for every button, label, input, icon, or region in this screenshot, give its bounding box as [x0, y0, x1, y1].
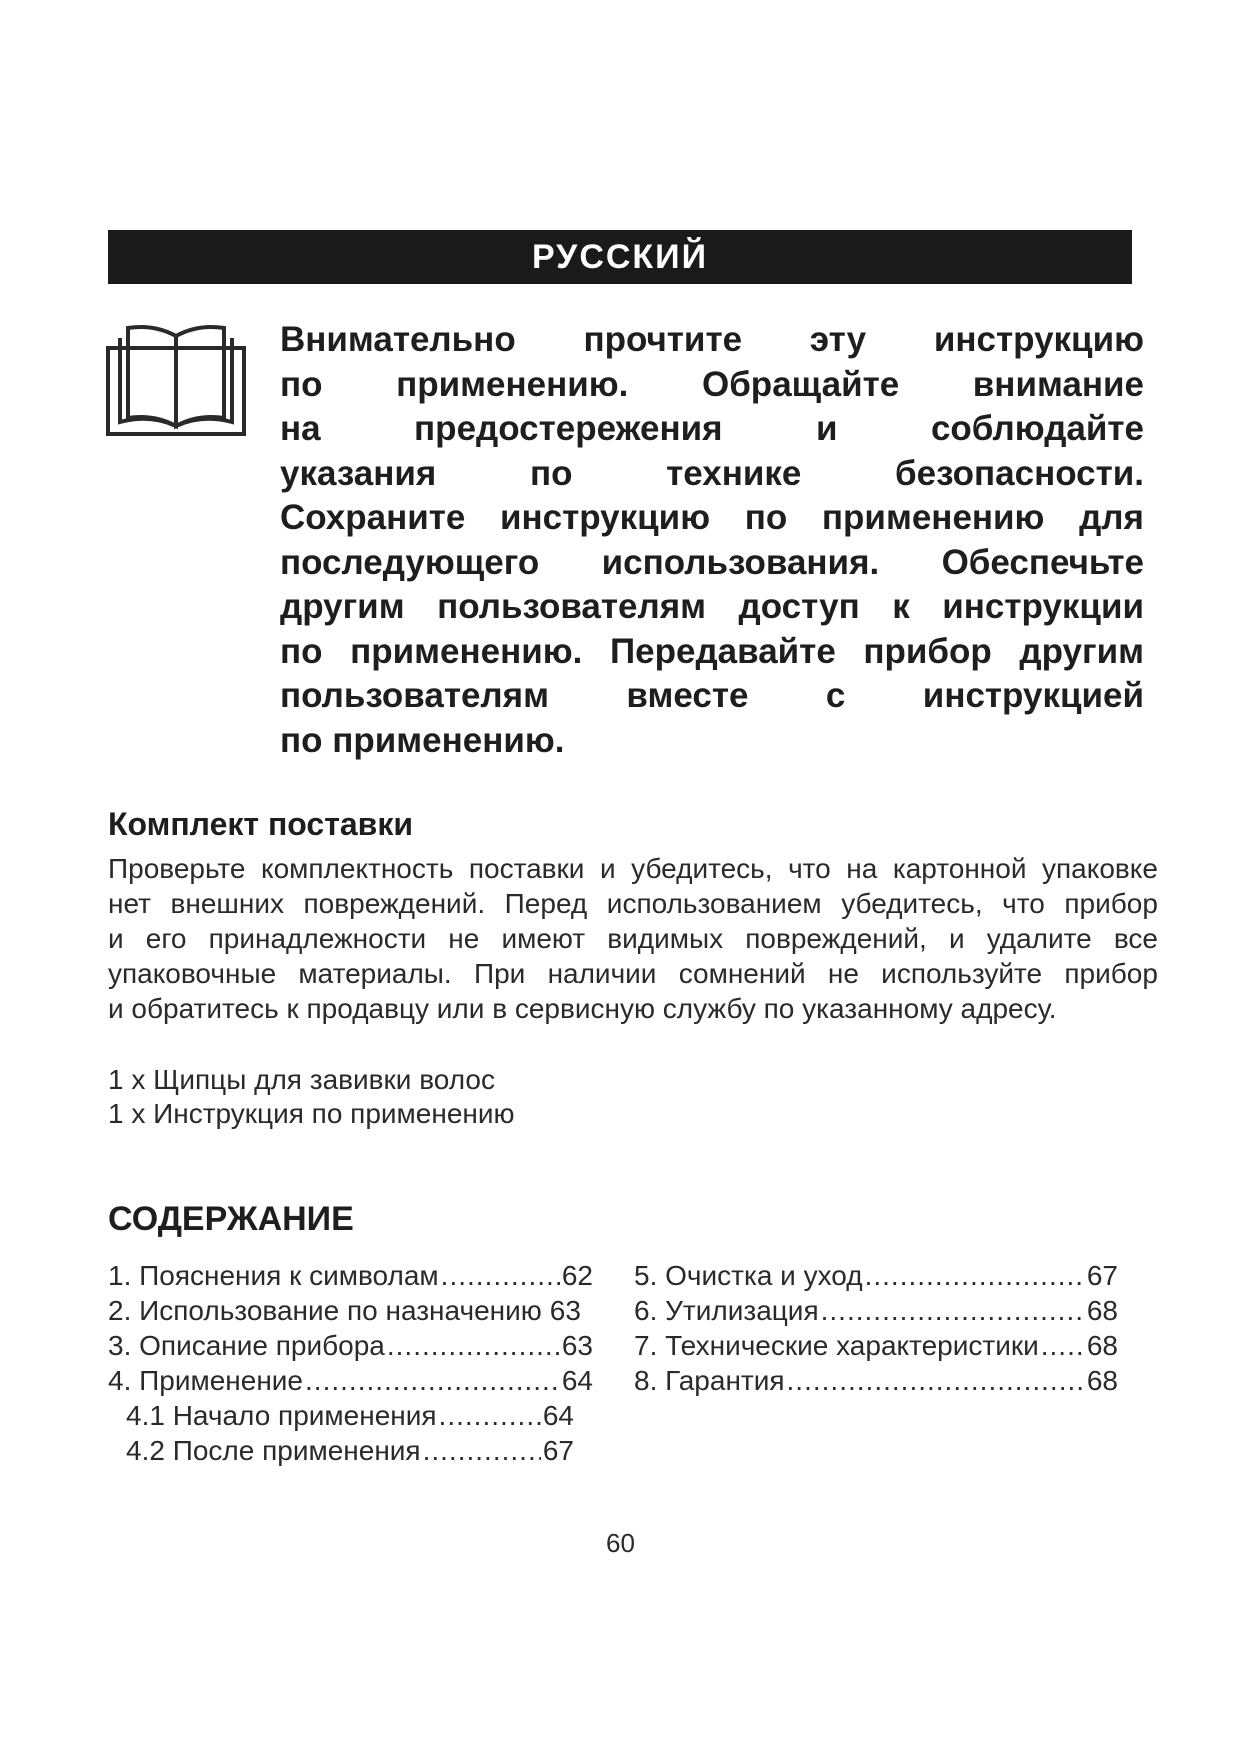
toc-entry-symbols[interactable]: 1. Пояснения к символам ..... 62 [108, 1258, 593, 1293]
toc-entry-after-usage[interactable]: 4.2 После применения ..... 67 [108, 1433, 574, 1468]
toc-leader-dots [441, 1258, 560, 1293]
warning-line: пользователям вместе с инструкцией [280, 676, 1144, 715]
toc-leader-dots [439, 1398, 541, 1433]
toc-leader-dots [387, 1328, 560, 1363]
toc-entry-device-description[interactable]: 3. Описание прибора ..... 63 [108, 1328, 593, 1363]
toc-leader-dots [423, 1433, 541, 1468]
warning-line: по применению. Обращайте внимание [280, 364, 1144, 404]
warning-line: последующего использования. Обеспечьте [280, 542, 1144, 582]
safety-warning-text [280, 318, 1144, 763]
toc-entry-disposal[interactable]: 6. Утилизация ..... 68 [634, 1293, 1118, 1328]
toc-leader-dots [305, 1363, 560, 1398]
scope-of-delivery-heading: Комплект поставки [108, 806, 414, 842]
toc-leader-dots [865, 1258, 1085, 1293]
toc-right-column [634, 1258, 1118, 1398]
contents-heading: СОДЕРЖАНИЕ [108, 1200, 354, 1238]
body-line: нет внешних повреждений. Перед использованием убедитесь, что прибор [108, 888, 1158, 919]
warning-line: на предостережения и соблюдайте [280, 409, 1144, 448]
body-line: и его принадлежности не имеют видимых повреждений, и удалите все [108, 923, 1158, 954]
warning-line: указания по технике безопасности. [280, 453, 1144, 493]
body-line: упаковочные материалы. При наличии сомнений не используйте прибор [108, 958, 1158, 989]
warning-line: другим пользователям доступ к инструкции [280, 587, 1144, 626]
toc-entry-intended-use[interactable]: 2. Использование по назначению 63 [108, 1295, 581, 1326]
language-title: РУССКИЙ [531, 237, 709, 276]
open-book-icon [106, 322, 246, 440]
list-item: 1 x Щипцы для завивки волос [108, 1064, 495, 1095]
warning-line: по применению. Передавайте прибор другим [280, 631, 1144, 671]
list-item: 1 x Инструкция по применению [108, 1098, 515, 1129]
page-number: 60 [606, 1528, 635, 1558]
toc-entry-start-usage[interactable]: 4.1 Начало применения ..... 64 [108, 1398, 574, 1433]
warning-line: Внимательно прочтите эту инструкцию [280, 320, 1144, 359]
toc-entry-specifications[interactable]: 7. Технические характеристики ..... 68 [634, 1328, 1118, 1363]
warning-line: по применению. [280, 720, 565, 760]
delivery-items-list [108, 1063, 515, 1131]
body-line: и обратитесь к продавцу или в сервисную службу по указанному адресу. [108, 993, 1057, 1024]
toc-entry-warranty[interactable]: 8. Гарантия ..... 68 [634, 1363, 1118, 1398]
toc-leader-dots [821, 1293, 1085, 1328]
language-header-bar [108, 230, 1132, 284]
toc-leader-dots [787, 1363, 1085, 1398]
toc-leader-dots [1041, 1328, 1085, 1363]
toc-entry-cleaning[interactable]: 5. Очистка и уход ..... 67 [634, 1258, 1118, 1293]
scope-of-delivery-text [108, 851, 1158, 1026]
body-line: Проверьте комплектность поставки и убедитесь, что на картонной упаковке [108, 853, 1158, 884]
warning-line: Сохраните инструкцию по применению для [280, 498, 1144, 537]
toc-entry-usage[interactable]: 4. Применение ..... 64 [108, 1363, 593, 1398]
toc-left-column [108, 1258, 593, 1468]
